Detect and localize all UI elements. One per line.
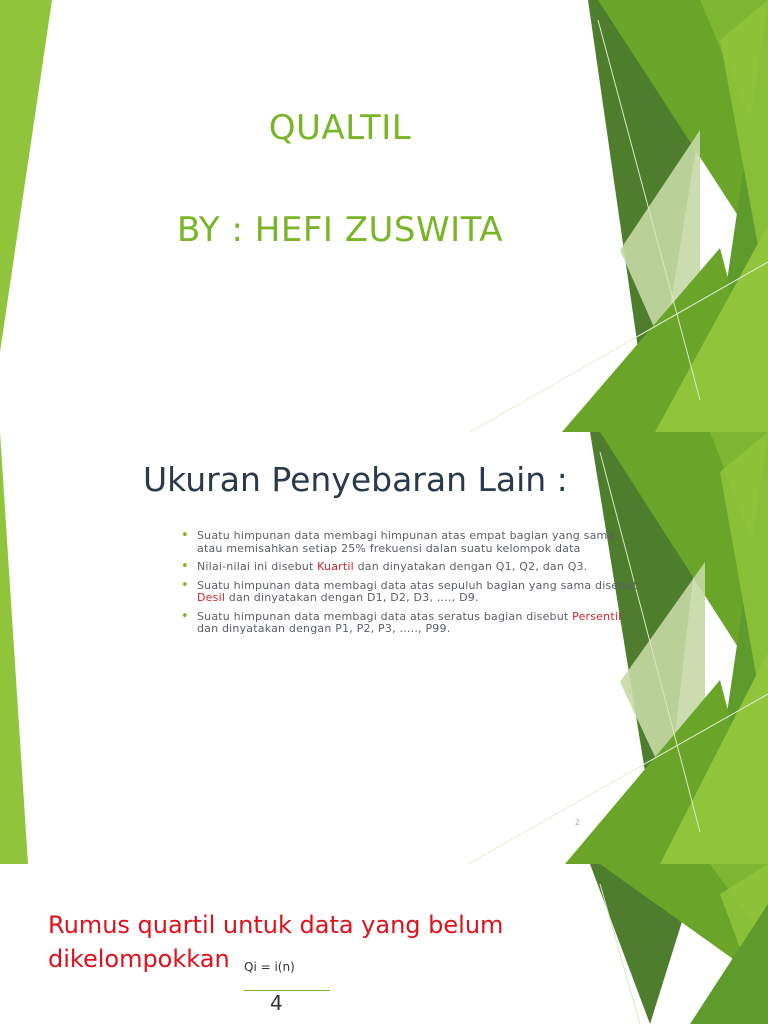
title-slide: [0, 0, 768, 432]
list-item: • Suatu himpunan data membagi data atas seratus bagian disebut Persentil dan dinyatakan dengan P1, P2, P3, ….., P99.: [181, 608, 622, 635]
bullet-dot-icon: •: [181, 608, 189, 624]
author-line: BY : HEFI ZUSWITA: [176, 210, 504, 250]
formula-numerator: Qi = i(n): [244, 960, 295, 974]
list-item: • Suatu himpunan data membagi himpunan atas empat bagian yang sama atau memisahkan setiap 25% frekuensi dalan suatu kelompok data: [181, 528, 615, 555]
term-kuartil: Kuartil: [317, 560, 354, 573]
bullet-dot-icon: •: [181, 528, 189, 543]
list-item: • Suatu himpunan data membagi data atas sepuluh bagian yang sama disebut Desil dan dinyatakan dengan D1, D2, D3, …., D9.: [181, 577, 638, 604]
term-persentil: Persentil: [572, 609, 622, 623]
fraction-line: [244, 990, 330, 991]
list-item: • Nilai-nilai ini disebut Kuartil dan dinyatakan dengan Q1, Q2, dan Q3.: [181, 559, 588, 574]
formula-denominator: 4: [270, 991, 283, 1015]
formula-heading: Rumus quartil untuk data yang belum dikelompokkan: [48, 911, 504, 973]
bullet-list: [180, 530, 640, 642]
page-number: 2: [575, 818, 581, 827]
bullet-dot-icon: •: [181, 559, 189, 574]
bullet-dot-icon: •: [181, 577, 189, 593]
presentation-title: QUALTIL: [268, 108, 412, 148]
slide-heading: Ukuran Penyebaran Lain :: [143, 460, 568, 499]
term-desil: Desil: [197, 591, 226, 604]
